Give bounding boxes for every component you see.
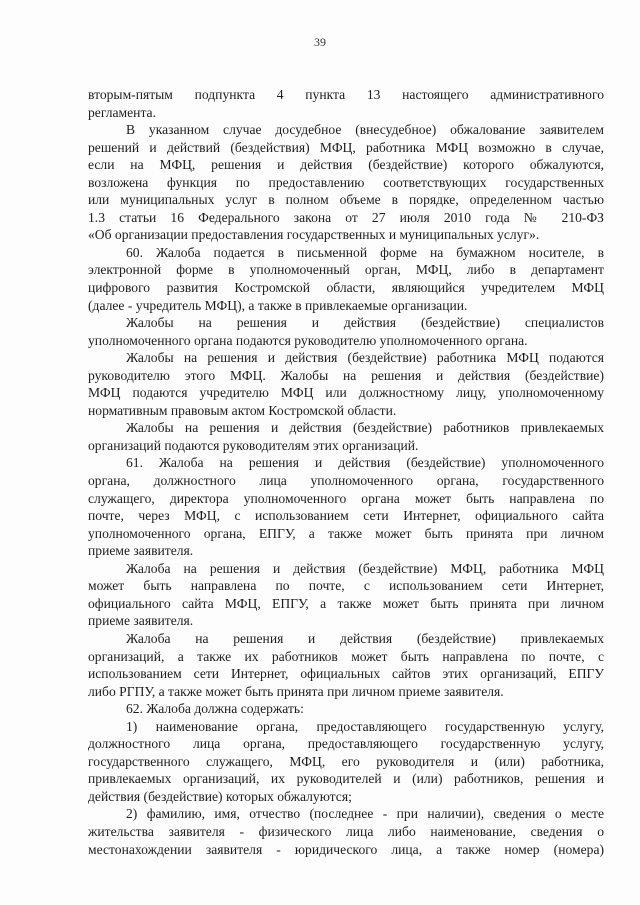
text-line: жительства заявителя - физического лица либо наименование, сведения о <box>88 823 604 839</box>
text-line: 60. Жалоба подается в письменной форме на бумажном носителе, в <box>126 244 604 260</box>
text-line: цифрового развития Костромской области, являющийся учредителем МФЦ <box>88 280 604 296</box>
text-line: регламента. <box>88 104 156 120</box>
text-line: местонахождении заявителя - юридического лица, а также номер (номера) <box>88 841 604 857</box>
text-line: официального сайта МФЦ, ЕПГУ, а также может быть принята при личном <box>88 595 604 611</box>
text-line: 62. Жалоба должна содержать: <box>126 701 304 717</box>
text-line: (далее - учредитель МФЦ), а также в привлекаемые организации. <box>88 297 468 313</box>
text-line: органа, должностного лица уполномоченного органа, государственного <box>88 473 604 489</box>
text-line: руководителю этого МФЦ. Жалобы на решения и действия (бездействие) <box>88 367 604 383</box>
text-line: государственного служащего, МФЦ, его руководителя и (или) работника, <box>88 753 604 769</box>
text-line: 1) наименование органа, предоставляющего государственную услугу, <box>126 718 604 734</box>
text-line: или муниципальных услуг в полном объеме в порядке, определенном частью <box>88 192 604 208</box>
text-line: организаций подаются руководителям этих организаций. <box>88 437 419 453</box>
text-line: Жалоба на решения и действия (бездействие) привлекаемых <box>126 630 604 646</box>
document-body <box>88 86 604 858</box>
page-number: 39 <box>314 35 326 49</box>
text-line: 61. Жалоба на решения и действия (бездействие) уполномоченного <box>126 455 604 471</box>
text-line: «Об организации предоставления государственных и муниципальных услуг». <box>88 227 540 243</box>
text-line: возложена функция по предоставлению соответствующих государственных <box>88 174 604 190</box>
text-line: должностного лица органа, предоставляющего государственную услугу, <box>88 736 604 752</box>
text-line: приеме заявителя. <box>88 543 194 559</box>
text-line: В указанном случае досудебное (внесудебное) обжалование заявителем <box>126 122 604 138</box>
text-line: вторым-пятым подпункта 4 пункта 13 настоящего административного <box>88 87 604 102</box>
text-line: уполномоченного органа подаются руководителю уполномоченного органа. <box>88 332 528 348</box>
text-line: использованием сети Интернет, официальных сайтов этих организаций, ЕПГУ <box>88 666 604 682</box>
text-line: Жалобы на решения и действия (бездействие) работника МФЦ подаются <box>126 350 604 366</box>
text-line: приеме заявителя. <box>88 613 194 629</box>
text-line: 2) фамилию, имя, отчество (последнее - при наличии), сведения о месте <box>126 806 604 822</box>
text-line: служащего, директора уполномоченного органа может быть направлена по <box>88 490 604 506</box>
text-line: Жалобы на решения и действия (бездействие) специалистов <box>126 315 604 331</box>
text-line: почте, через МФЦ, с использованием сети Интернет, официального сайта <box>88 508 604 524</box>
text-line: либо РГПУ, а также может быть принята при личном приеме заявителя. <box>88 683 504 699</box>
text-line: может быть направлена по почте, с использованием сети Интернет, <box>88 578 604 594</box>
text-line: МФЦ подаются учредителю МФЦ или должностному лицу, уполномоченному <box>88 385 604 401</box>
text-line: уполномоченного органа, ЕПГУ, а также может быть принята при личном <box>88 525 604 541</box>
text-line: решений и действий (бездействия) МФЦ, работника МФЦ возможно в случае, <box>88 139 604 155</box>
text-line: организаций, а также их работников может быть направлена по почте, с <box>88 648 604 664</box>
text-line: 1.3 статьи 16 Федерального закона от 27 июля 2010 года № 210-ФЗ <box>88 209 604 225</box>
text-line: привлекаемых организаций, их руководителей и (или) работников, решения и <box>88 771 604 787</box>
text-line: Жалобы на решения и действия (бездействие) работников привлекаемых <box>126 420 604 436</box>
text-line: Жалоба на решения и действия (бездействие) МФЦ, работника МФЦ <box>126 560 604 576</box>
text-line: если на МФЦ, решения и действия (бездействие) которого обжалуются, <box>88 157 604 173</box>
text-line: действия (бездействие) которых обжалуются; <box>88 788 352 804</box>
text-line: нормативным правовым актом Костромской области. <box>88 402 397 418</box>
text-line: электронной форме в уполномоченный орган, МФЦ, либо в департамент <box>88 262 604 278</box>
